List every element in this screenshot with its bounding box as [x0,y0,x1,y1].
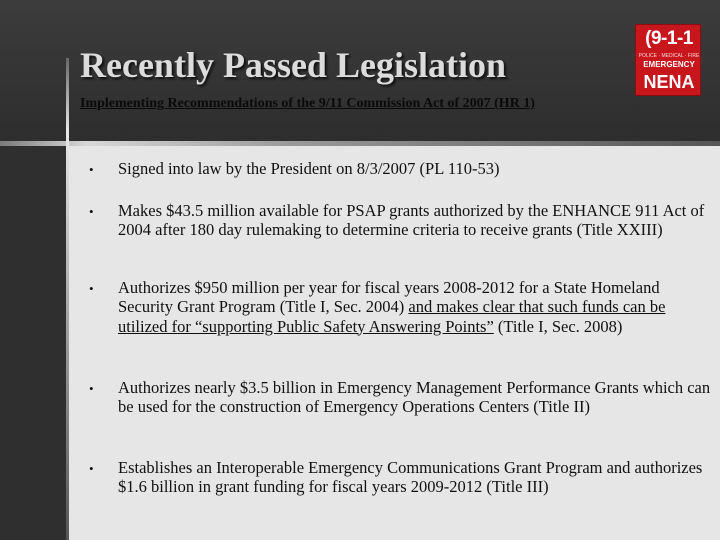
logo-services-text: POLICE · MEDICAL · FIRE [638,53,700,59]
slide-header [0,0,720,146]
slide-title: Recently Passed Legislation [80,45,506,85]
logo-emergency-text: EMERGENCY [643,60,695,69]
bullet-item-text: Authorizes $950 million per year for fiscal years 2008-2012 for a State Homeland Security Grant Program (Title I, Sec. 2004) [118,278,660,317]
bullet-item: Signed into law by the President on 8/3/2007 (PL 110-53) [118,159,500,178]
bullet-item-text: (Title I, Sec. 2008) [493,316,623,336]
bullet-item: Makes $43.5 million available for PSAP grants authorized by the ENHANCE 911 Act of 2004 after 180 day rulemaking to determine criteria to receive grants (Title XXIII) [118,201,705,240]
bullet-item-underlined-text: and makes clear that such funds can be utilized for “supporting Public Safety Answering Points” [118,297,666,336]
nena-911-logo-icon [635,24,701,96]
logo-911-text: (9-1-1 [645,28,693,49]
bullet-marker: • [89,461,94,476]
bullet-marker: • [89,204,94,219]
bullet-item: Authorizes nearly $3.5 billion in Emergency Management Performance Grants which can be used for the construction of Emergency Operations Centers (Title II) [118,378,711,417]
bullet-item: Establishes an Interoperable Emergency Communications Grant Program and authorizes $1.6 billion in grant funding for fiscal years 2009-2012 (Title III) [118,458,703,497]
bullet-marker: • [89,162,94,177]
bullet-marker: • [89,281,94,296]
bullet-marker: • [89,381,94,396]
logo-nena-text: NENA [643,72,695,92]
vertical-accent-line [66,58,69,540]
bullet-item [118,278,714,336]
bullet-list [69,146,720,540]
slide-subtitle: Implementing Recommendations of the 9/11 Commission Act of 2007 (HR 1) [80,96,535,111]
horizontal-accent-line [0,141,720,146]
